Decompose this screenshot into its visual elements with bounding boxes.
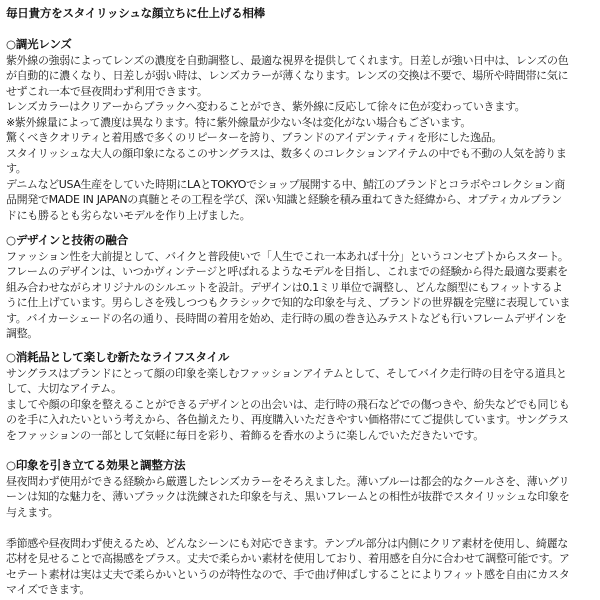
body-line: 昼夜問わず使用ができる経験から厳選したレンズカラーをそろえました。薄いブルーは都会的なクールさを、薄いグリ	[6, 474, 570, 488]
body-line: サングラスはブランドにとって顔の印象を楽しむファッションアイテムとして、そしてバイク走行時の目を守る道具と	[6, 366, 567, 380]
body-line: マイズできます。	[6, 583, 90, 596]
body-line: セテート素材は実は丈夫で柔らかいというのが特性なので、手で曲げ伸ばしすることによりフィット感を自由にカスタ	[6, 567, 570, 581]
body-line: ましてや顔の印象を整えることができるデザインとの出会いは、走行時の飛石などでの傷つきや、紛失などでも同じも	[6, 397, 570, 411]
body-line: ファッション性を大前提として、バイクと普段使いで「人生でこれ一本あれば十分」というコンセプトからスタート。	[6, 249, 569, 263]
body-line: 組み合わせながらオリジナルのシルエットを設計。デザインは0.1ミリ単位で調整し、どんな顔型にもフィットするよ	[6, 280, 563, 294]
body-line: 驚くべきクオリティと着用感で多くのリピーターを誇り、ブランドのアイデンティティを形にした逸品。	[6, 131, 503, 144]
section-design-technology	[6, 233, 596, 342]
body-line: をファッションの一部として気軽に毎日を彩り、着飾るを香水のように楽しんでいただきたいです。	[6, 428, 484, 442]
body-line: す。バイカーシェードの名の通り、長時間の着用を始め、走行時の風の巻き込みテストなども行いフレームデザインを	[6, 311, 567, 325]
body-line: す。	[6, 162, 27, 175]
page-title: 毎日貴方をスタイリッシュな顔立ちに仕上げる相棒	[6, 6, 265, 20]
section-heading: ○印象を引き立てる効果と調整方法	[6, 458, 186, 472]
body-line: 与えます。	[6, 505, 59, 519]
body-line: して、大切なアイテム。	[6, 382, 122, 395]
body-line: 調整。	[6, 327, 38, 340]
body-line: せずこれ一本で昼夜問わず利用できます。	[6, 84, 208, 98]
body-line: スタイリッシュな大人の顔印象になるこのサングラスは、数多くのコレクションアイテムの中でも不動の人気を誇りま	[6, 146, 567, 160]
section-photochromic-lens	[6, 37, 596, 223]
blank-line	[6, 520, 596, 536]
body-line: 季節感や昼夜問わず使えるため、どんなシーンにも対応できます。テンプル部分は内側にクリア素材を使用し、綺麗な	[6, 536, 568, 550]
body-line: が自動的に濃くなり、日差しが弱い時は、レンズカラーが薄くなります。レンズの交換は不要で、場所や時間帯に気に	[6, 69, 569, 82]
body-line: デニムなどUSA生産をしていた時期にLAとTOKYOでショップ展開する中、鯖江のブランドとコラボやコレクション商	[6, 177, 565, 191]
body-line: ※紫外線量によって濃度は異なります。特に紫外線量が少ない冬は変化がない場合もございます。	[6, 115, 472, 129]
section-heading: ○消耗品として楽しむ新たなライフスタイル	[6, 350, 230, 364]
section-heading: ○デザインと技術の融合	[6, 233, 129, 247]
body-line: ドにも勝るとも劣らないモデルを作り上げました。	[6, 208, 251, 222]
body-line: ーンは知的な魅力を、薄いブラックは洗練された印象を与え、黒いフレームとの相性が抜群でスタイリッシュな印象を	[6, 490, 570, 503]
section-lifestyle	[6, 350, 596, 443]
body-line: 芯材を見せることで高揚感をプラス。丈夫で柔らかい素材を使用しており、着用感を自分に合わせて調整可能です。ア	[6, 552, 570, 565]
section-effect-adjustment	[6, 458, 596, 598]
body-line: うに仕上げています。男らしさを残しつつもクラシックで知的な印象を与え、ブランドの世界観を完璧に表現していま	[6, 296, 571, 309]
body-line: 品開発でMADE IN JAPANの真髄とその工程を学び、深い知識と経験を積み重ねてきた経緯から、オプティカルブラン	[6, 193, 562, 206]
section-heading: ○調光レンズ	[6, 37, 72, 51]
body-line: のを手に入れたいという考えから、各色揃えたり、再度購入いただきやすい価格帯にてご提供しています。サングラス	[6, 413, 569, 426]
body-line: 紫外線の強弱によってレンズの濃度を自動調整し、最適な視界を提供してくれます。日差しが強い日中は、レンズの色	[6, 53, 569, 67]
body-line: フレームのデザインは、いつかヴィンテージと呼ばれるようなモデルを目指し、これまでの経験から得た最適な要素を	[6, 265, 568, 278]
body-line: レンズカラーはクリアーからブラックへ変わることができ、紫外線に反応して徐々に色が変わっていきます。	[6, 100, 526, 113]
